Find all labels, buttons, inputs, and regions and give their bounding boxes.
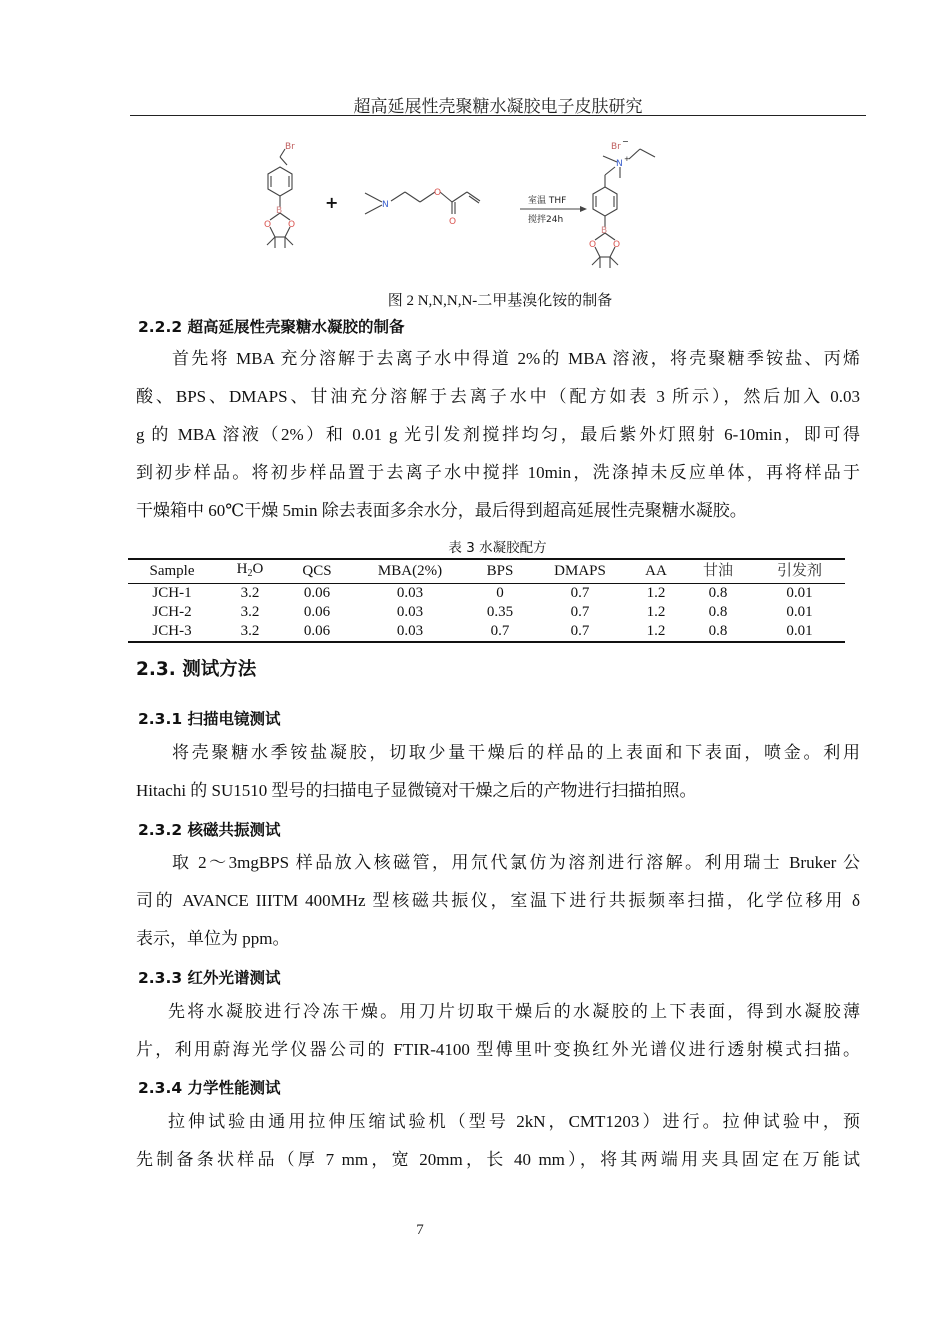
table-cell: 0.8 <box>708 585 728 601</box>
table-cell: 3.2 <box>240 585 260 601</box>
column-header-dmaps: DMAPS <box>530 559 630 584</box>
nitrogen-label: N <box>382 200 389 210</box>
table-cell: 0.7 <box>570 623 590 639</box>
table-cell: 0 <box>496 585 504 601</box>
column-header-sample: Sample <box>128 559 216 584</box>
svg-text:O: O <box>264 220 272 230</box>
paragraph-line: 酸、BPS、DMAPS、甘油充分溶解于去离子水中（配方如表 3 所示），然后加入 0.03 <box>136 387 860 406</box>
table-row <box>128 622 845 642</box>
reagent-conditions-top: 室温 THF <box>528 196 567 206</box>
table-cell: 0.03 <box>396 623 424 639</box>
section-2-3-1-paragraph <box>136 734 860 810</box>
table-cell: 0.03 <box>396 585 424 601</box>
table-cell: 0.06 <box>303 585 331 601</box>
paragraph-line: 拉伸试验由通用拉伸压缩试验机（型号 2kN，CMT1203）进行。拉伸试验中，预 <box>168 1112 860 1131</box>
plus-sign: + <box>325 193 339 212</box>
reagent-conditions-bottom: 搅拌24h <box>528 215 564 225</box>
paragraph-line: 表示，单位为 ppm。 <box>136 929 290 948</box>
table-cell: 3.2 <box>240 623 260 639</box>
section-2-2-2-paragraph <box>136 340 860 530</box>
column-header-h2o: $H_2O$ <box>216 559 284 584</box>
column-header-glycerol: 甘油 <box>682 559 754 584</box>
svg-text:B: B <box>601 226 608 236</box>
figure-caption: 图 2 N,N,N,N-二甲基溴化铵的制备 <box>387 293 613 309</box>
column-header-initiator: 引发剂 <box>754 559 845 584</box>
svg-text:+: + <box>624 155 630 163</box>
table-cell: 0.7 <box>570 585 590 601</box>
column-header-aa: AA <box>630 559 682 584</box>
svg-text:O: O <box>288 220 296 230</box>
table-cell: 0.01 <box>786 585 813 601</box>
section-heading-2-2-2: 2.2.2 超高延展性壳聚糖水凝胶的制备 <box>138 318 405 336</box>
svg-text:O: O <box>434 188 442 198</box>
boron-label: B <box>276 206 283 216</box>
column-header-mba: MBA(2%) <box>350 559 470 584</box>
section-heading-2-3-2: 2.3.2 核磁共振测试 <box>138 821 281 839</box>
paragraph-line: 取 2～3mgBPS 样品放入核磁管，用氘代氯仿为溶剂进行溶解。利用瑞士 Bruker 公 <box>172 853 860 872</box>
section-heading-2-3-4: 2.3.4 力学性能测试 <box>138 1079 281 1097</box>
table-cell: 0.7 <box>490 623 510 639</box>
table-cell: 0.06 <box>303 623 331 639</box>
section-2-3-4-paragraph <box>136 1103 860 1179</box>
table-cell: 3.2 <box>240 604 260 620</box>
table-cell: 0.7 <box>570 604 590 620</box>
bromine-label: Br <box>285 142 295 152</box>
svg-text:O: O <box>613 240 621 250</box>
paragraph-line: 干燥箱中 60℃干燥 5min 除去表面多余水分，最后得到超高延展性壳聚糖水凝胶。 <box>136 501 747 520</box>
svg-text:−: − <box>622 137 629 146</box>
page-number: 7 <box>416 1222 424 1238</box>
paragraph-line: g 的 MBA 溶液（2%）和 0.01 g 光引发剂搅拌均匀，最后紫外灯照射 6-10min，即可得 <box>136 425 860 444</box>
section-heading-2-3-1: 2.3.1 扫描电镜测试 <box>138 710 281 728</box>
table-cell: 0.01 <box>786 604 813 620</box>
table-cell: JCH-1 <box>152 585 192 601</box>
column-header-qcs: QCS <box>284 559 350 584</box>
recipe-table <box>128 558 845 643</box>
table-cell: 1.2 <box>646 604 666 620</box>
paragraph-line: 片，利用蔚海光学仪器公司的 FTIR-4100 型傅里叶变换红外光谱仪进行透射模式扫描。 <box>136 1040 860 1059</box>
paragraph-line: Hitachi 的 SU1510 型号的扫描电子显微镜对干燥之后的产物进行扫描拍照。 <box>136 781 697 800</box>
table-cell: 0.06 <box>303 604 331 620</box>
paragraph-line: 先将水凝胶进行冷冻干燥。用刀片切取干燥后的水凝胶的上下表面，得到水凝胶薄 <box>168 1002 860 1021</box>
section-heading-2-3: 2.3. 测试方法 <box>136 659 257 680</box>
table-row <box>128 584 845 604</box>
table-cell: 1.2 <box>646 623 666 639</box>
svg-text:O: O <box>449 217 457 227</box>
paragraph-line: 司的 AVANCE IIITM 400MHz 型核磁共振仪，室温下进行共振频率扫描，化学位移用 δ <box>136 891 860 910</box>
table-cell: 0.35 <box>486 604 514 620</box>
column-header-bps: BPS <box>470 559 530 584</box>
table-cell: 1.2 <box>646 585 666 601</box>
paragraph-line: 将壳聚糖水季铵盐凝胶，切取少量干燥后的样品的上表面和下表面，喷金。利用 <box>172 743 860 762</box>
paragraph-line: 先制备条状样品（厚 7 mm，宽 20mm，长 40 mm），将其两端用夹具固定在万能试 <box>136 1150 860 1169</box>
table-row <box>128 603 845 622</box>
table-cell: JCH-3 <box>152 623 192 639</box>
table-cell: JCH-2 <box>152 604 192 620</box>
header-rule <box>130 115 866 116</box>
table-cell: 0.8 <box>708 623 728 639</box>
paragraph-line: 首先将 MBA 充分溶解于去离子水中得道 2%的 MBA 溶液，将壳聚糖季铵盐、丙烯 <box>172 349 860 368</box>
section-2-3-3-paragraph <box>136 993 860 1069</box>
svg-text:Br: Br <box>611 142 621 152</box>
table-cell: 0.03 <box>396 604 424 620</box>
reaction-scheme-figure <box>245 135 665 285</box>
running-header: 超高延展性壳聚糖水凝胶电子皮肤研究 <box>353 97 643 116</box>
section-2-3-2-paragraph <box>136 844 860 958</box>
table-caption: 表 3 水凝胶配方 <box>448 540 547 556</box>
table-cell: 0.8 <box>708 604 728 620</box>
paragraph-line: 到初步样品。将初步样品置于去离子水中搅拌 10min，洗涤掉未反应单体，再将样品于 <box>136 463 860 482</box>
section-heading-2-3-3: 2.3.3 红外光谱测试 <box>138 969 281 987</box>
svg-text:O: O <box>589 240 597 250</box>
table-header-row <box>128 559 845 584</box>
table-cell: 0.01 <box>786 623 813 639</box>
svg-text:N: N <box>616 159 623 169</box>
